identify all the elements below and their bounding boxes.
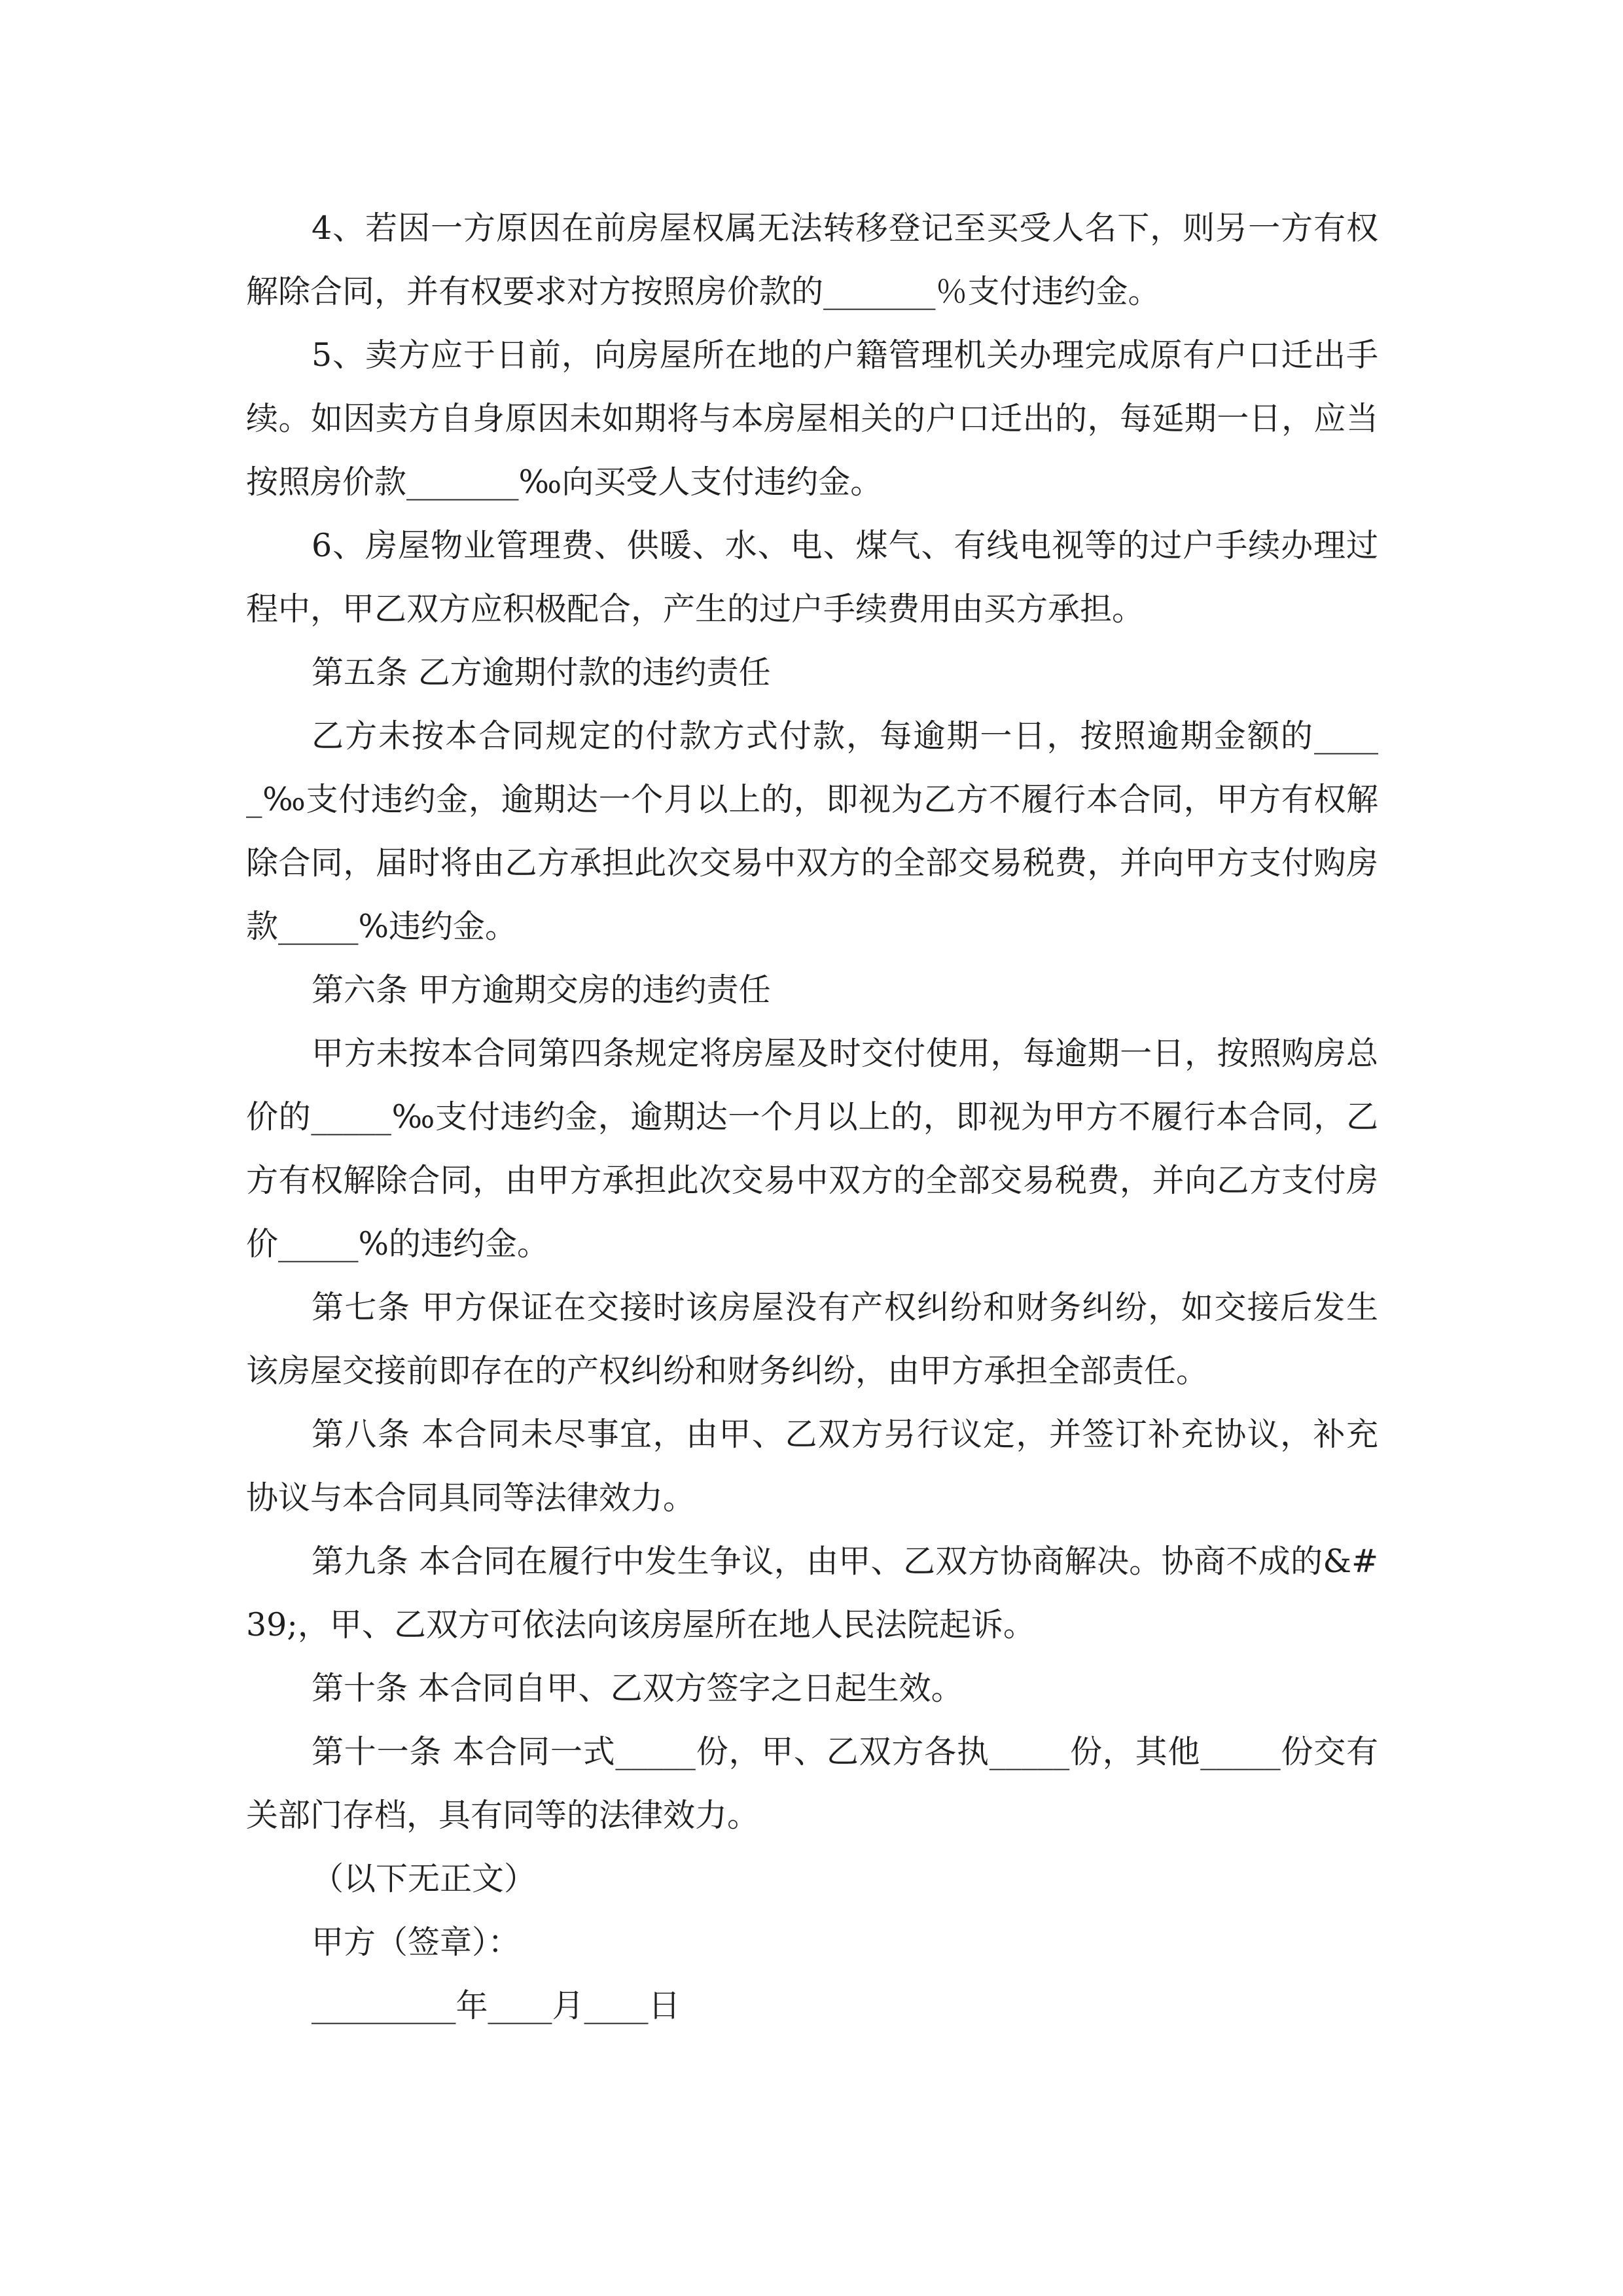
- article-10: 第十条 本合同自甲、乙双方签字之日起生效。: [312, 1670, 963, 1707]
- article-7: 第七条 甲方保证在交接时该房屋没有产权纠纷和财务纠纷，如交接后发生该房屋交接前即存在的产权纠纷和财务纠纷，由甲方承担全部责任。: [246, 1289, 1378, 1390]
- article-6-body: 甲方未按本合同第四条规定将房屋及时交付使用，每逾期一日，按照购房总价的_____‰支付违约金，逾期达一个月以上的，即视为甲方不履行本合同，乙方有权解除合同，由甲方承担此次交易中双方的全部交易税费，并向乙方支付房价_____%的违约金。: [246, 1035, 1378, 1263]
- article-9: 第九条 本合同在履行中发生争议，由甲、乙双方协商解决。协商不成的&#39;，甲、乙双方可依法向该房屋所在地人民法院起诉。: [246, 1543, 1378, 1643]
- article-8: 第八条 本合同未尽事宜，由甲、乙双方另行议定，并签订补充协议，补充协议与本合同具同等法律效力。: [246, 1416, 1378, 1516]
- clause-4: 4、若因一方原因在前房屋权属无法转移登记至买受人名下，则另一方有权解除合同，并有权要求对方按照房价款的_______％支付违约金。: [246, 209, 1378, 310]
- article-5-body: 乙方未按本合同规定的付款方式付款，每逾期一日，按照逾期金额的_____‰支付违约金，逾期达一个月以上的，即视为乙方不履行本合同，甲方有权解除合同，届时将由乙方承担此次交易中双方的全部交易税费，并向甲方支付购房款_____%违约金。: [246, 717, 1378, 945]
- article-6-heading: 第六条 甲方逾期交房的违约责任: [312, 971, 771, 1009]
- clause-6: 6、房屋物业管理费、供暖、水、电、煤气、有线电视等的过户手续办理过程中，甲乙双方应积极配合，产生的过户手续费用由买方承担。: [246, 527, 1378, 628]
- clause-5: 5、卖方应于日前，向房屋所在地的户籍管理机关办理完成原有户口迁出手续。如因卖方自身原因未如期将与本房屋相关的户口迁出的，每延期一日，应当按照房价款_______‰向买受人支付违约金。: [246, 336, 1378, 501]
- contract-page: [246, 196, 1378, 2037]
- article-5-heading: 第五条 乙方逾期付款的违约责任: [312, 654, 771, 691]
- article-11: 第十一条 本合同一式_____份，甲、乙双方各执_____份，其他_____份交有关部门存档，具有同等的法律效力。: [246, 1733, 1378, 1834]
- no-further-text-note: （以下无正文）: [312, 1860, 537, 1897]
- signature-date-line: _________年____月____日: [312, 1987, 681, 2024]
- party-a-signature-label: 甲方（签章）：: [312, 1924, 520, 1961]
